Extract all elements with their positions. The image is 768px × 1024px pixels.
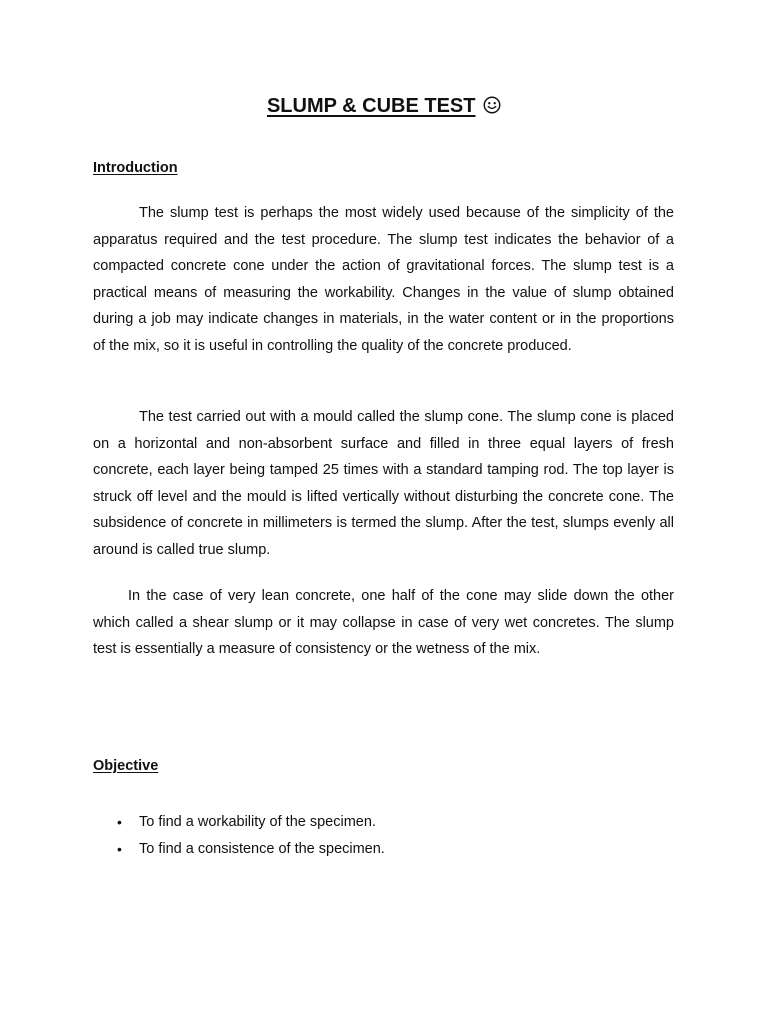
document-title	[0, 92, 768, 120]
introduction-paragraph-3: In the case of very lean concrete, one half of the cone may slide down the other which called a shear slump or it may collapse in case of very wet concretes. The slump test is essentially a measure of consistency or the wetness of the mix.	[93, 588, 674, 658]
list-item: • To find a workability of the specimen.	[93, 809, 674, 836]
bullet-icon: •	[117, 814, 122, 830]
introduction-paragraph-2: The test carried out with a mould called the slump cone. The slump cone is placed on a horizontal and non-absorbent surface and filled in three equal layers of fresh concrete, each layer being tamped 25 times with a standard tamping rod. The top layer is struck off level and the mould is lifted vertically without disturbing the concrete cone. The subsidence of concrete in millimeters is termed the slump. After the test, slumps evenly all around is called true slump.	[93, 409, 674, 558]
objective-heading: Objective	[93, 758, 159, 774]
objective-list	[93, 809, 674, 863]
list-item: • To find a consistence of the specimen.	[93, 836, 674, 863]
introduction-paragraph-1: The slump test is perhaps the most widely used because of the simplicity of the apparatus required and the test procedure. The slump test indicates the behavior of a compacted concrete cone under the action of gravitational forces. The slump test is a practical means of measuring the workability. Changes in the value of slump obtained during a job may indicate changes in materials, in the water content or in the proportions of the mix, so it is useful in controlling the quality of the concrete produced.	[93, 205, 674, 354]
smiley-face-icon	[483, 96, 501, 114]
bullet-icon: •	[117, 841, 122, 857]
introduction-heading: Introduction	[93, 160, 178, 176]
document-title-text: SLUMP & CUBE TEST	[266, 95, 476, 117]
